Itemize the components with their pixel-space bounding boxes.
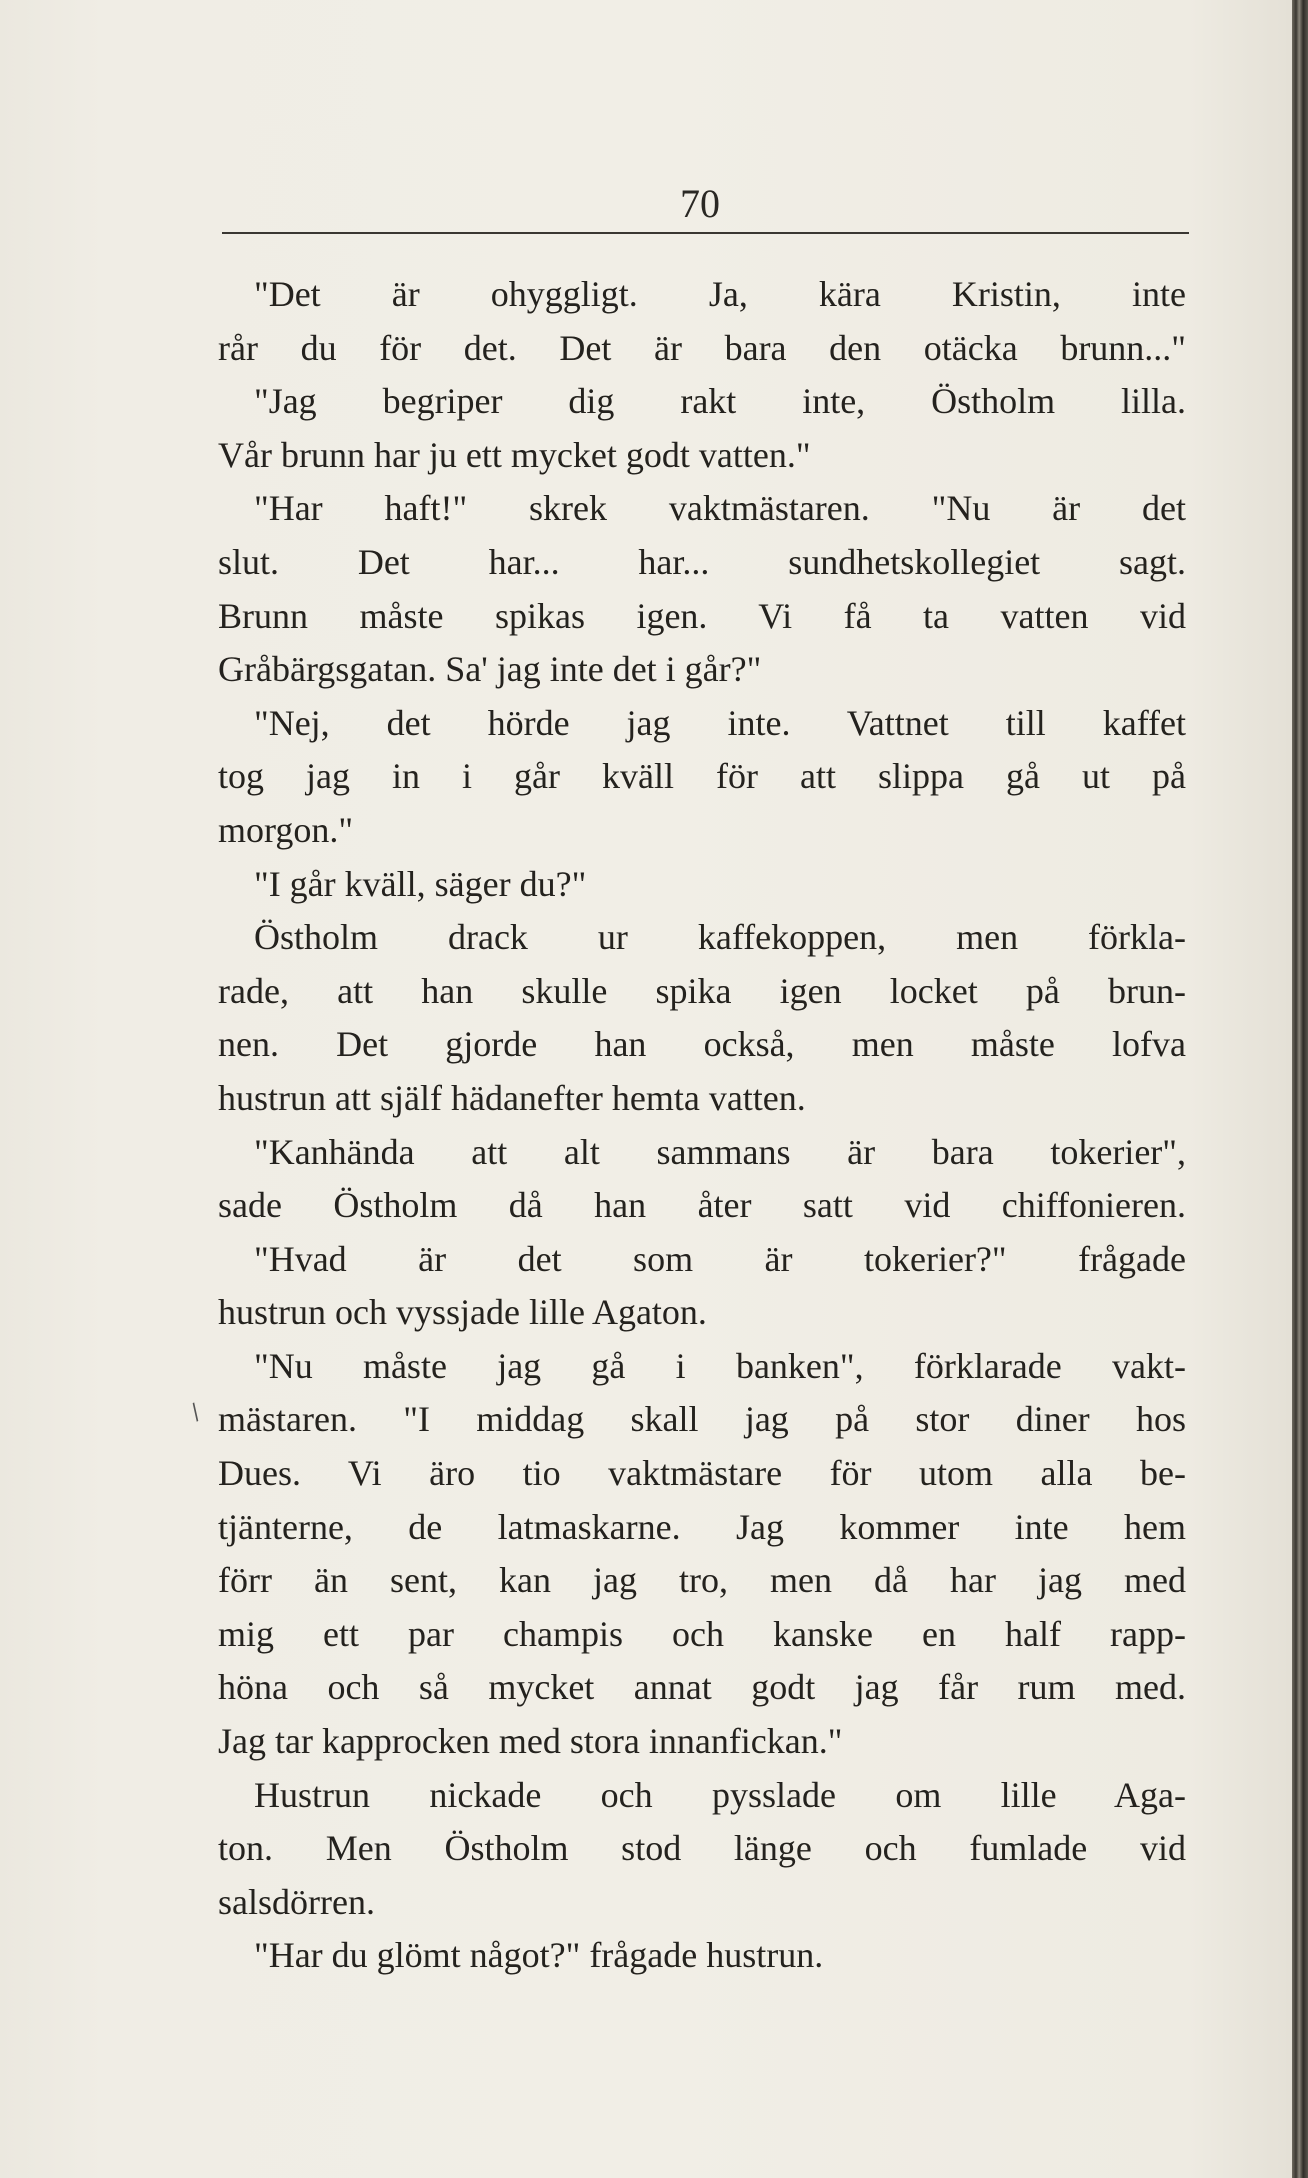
text-line: Gråbärgsgatan. Sa' jag inte det i går?" (218, 649, 762, 690)
text-line: hustrun att själf hädanefter hemta vatten. (218, 1077, 806, 1118)
text-line: Brunn måste spikas igen. Vi få ta vatten vid (218, 595, 1186, 636)
text-line: morgon." (218, 809, 354, 850)
margin-pencil-mark: / (186, 1399, 206, 1426)
text-line: rår du för det. Det är bara den otäcka brunn..." (218, 327, 1186, 368)
text-line: nen. Det gjorde han också, men måste lofva (218, 1024, 1186, 1065)
text-line: mig ett par champis och kanske en half rapp- (218, 1613, 1186, 1654)
page-number: 70 (680, 181, 720, 226)
text-line: "Nej, det hörde jag inte. Vattnet till kaffet (254, 702, 1186, 743)
text-line: "Jag begriper dig rakt inte, Östholm lilla. (254, 381, 1186, 422)
header-rule (222, 232, 1189, 234)
text-line: salsdörren. (218, 1881, 375, 1922)
text-line: Jag tar kapprocken med stora innanfickan." (218, 1721, 843, 1762)
body-text (218, 268, 1186, 1983)
text-line: Östholm drack ur kaffekoppen, men förkla- (254, 917, 1186, 958)
page-edge (1292, 0, 1308, 2178)
text-line: Vår brunn har ju ett mycket godt vatten." (218, 434, 811, 475)
text-line: sade Östholm då han åter satt vid chiffonieren. (218, 1185, 1186, 1226)
text-line: ton. Men Östholm stod länge och fumlade vid (218, 1828, 1186, 1869)
text-line: hustrun och vyssjade lille Agaton. (218, 1292, 707, 1333)
text-line: tog jag in i går kväll för att slippa gå ut på (218, 756, 1186, 797)
text-line: "Nu måste jag gå i banken", förklarade vakt- (254, 1345, 1186, 1386)
text-line: "Har haft!" skrek vaktmästaren. "Nu är det (254, 488, 1186, 529)
text-line: Dues. Vi äro tio vaktmästare för utom alla be- (218, 1453, 1186, 1494)
text-line: rade, att han skulle spika igen locket på brun- (218, 970, 1186, 1011)
text-line: "Det är ohyggligt. Ja, kära Kristin, inte (254, 274, 1186, 314)
text-line: "Hvad är det som är tokerier?" frågade (254, 1238, 1186, 1279)
text-line: tjänterne, de latmaskarne. Jag kommer inte hem (218, 1506, 1186, 1547)
text-line: "Kanhända att alt sammans är bara tokerier", (254, 1131, 1186, 1172)
text-line: "Har du glömt något?" frågade hustrun. (254, 1935, 824, 1976)
text-line: "I går kväll, säger du?" (254, 863, 587, 904)
text-line: förr än sent, kan jag tro, men då har jag med (218, 1560, 1186, 1601)
text-line: höna och så mycket annat godt jag får rum med. (218, 1667, 1186, 1708)
text-line: Hustrun nickade och pysslade om lille Aga- (254, 1774, 1186, 1815)
text-line: slut. Det har... har... sundhetskollegiet sagt. (218, 541, 1186, 582)
text-line: mästaren. "I middag skall jag på stor diner hos (218, 1399, 1186, 1440)
